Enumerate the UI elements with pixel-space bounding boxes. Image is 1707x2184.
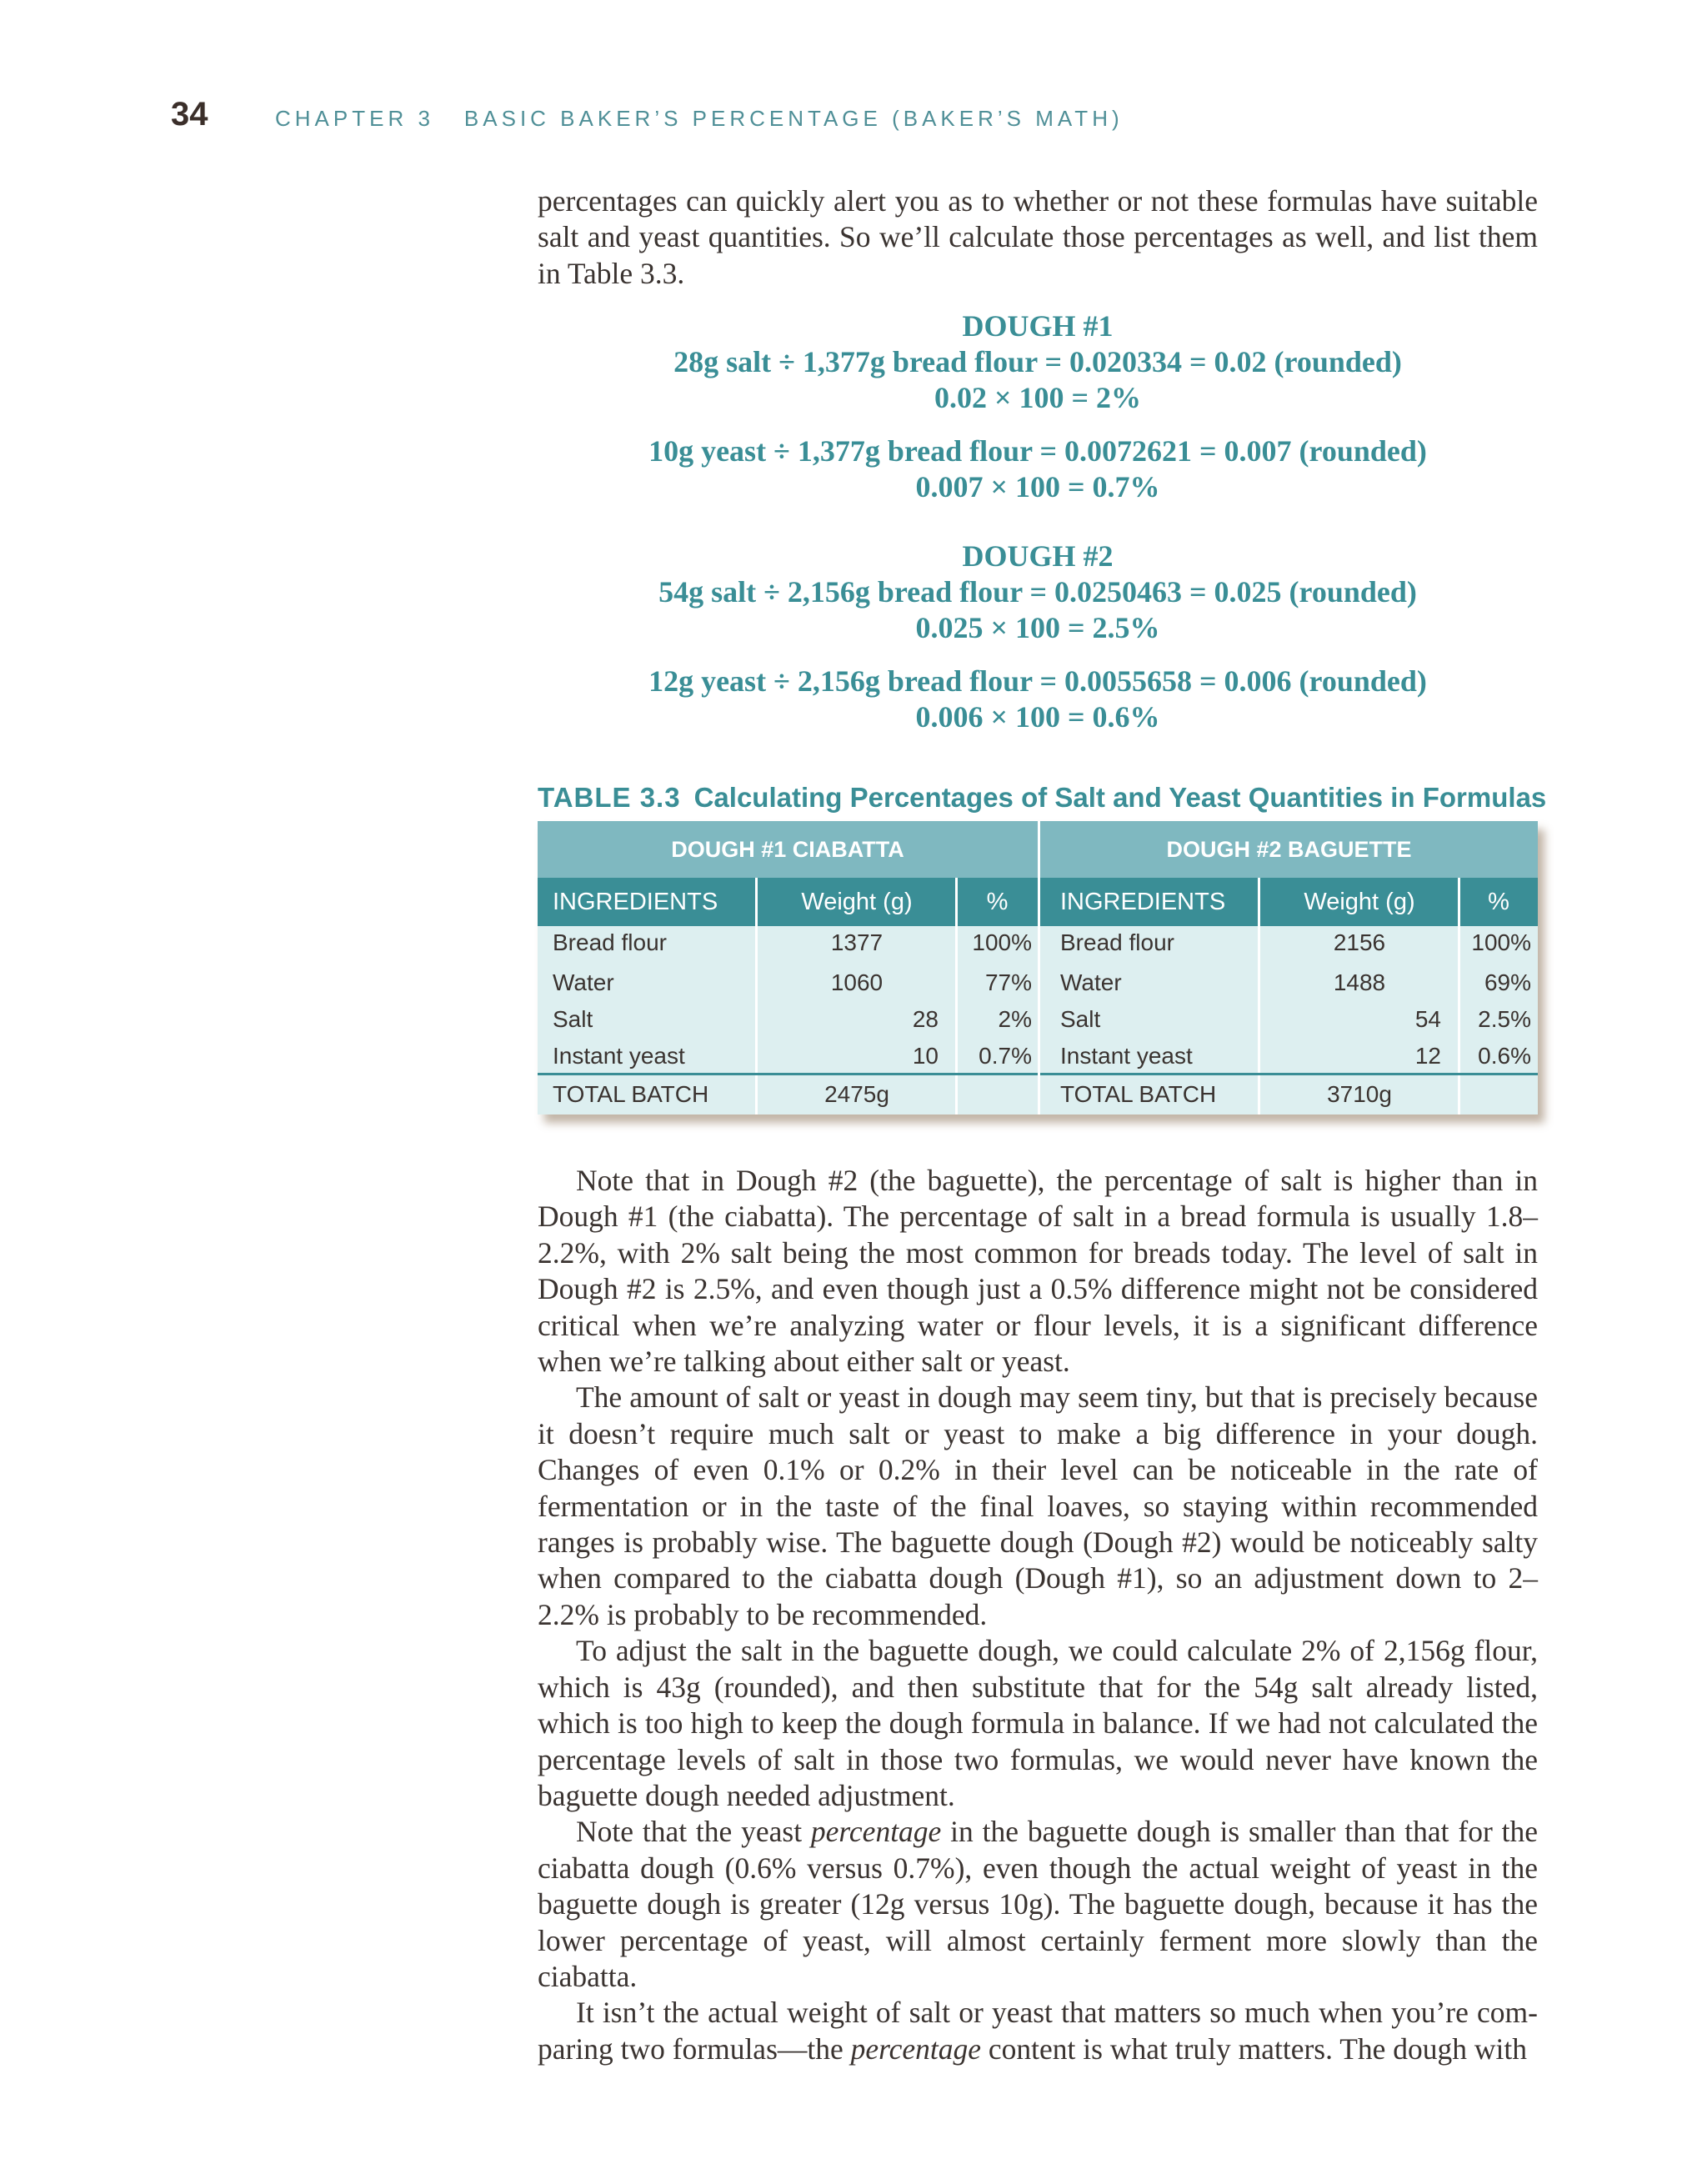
column-divider [1038,821,1040,1115]
total-label-dough1: TOTAL BATCH [553,1081,709,1107]
table-cell: 2.5% [1478,1006,1531,1032]
dough2-salt-line2: 0.025 × 100 = 2.5% [915,611,1160,644]
body-paragraph: To adjust the salt in the baguette dough, we could calculate 2% of 2,156g flour, which is 43g (rounded), and then substitute that for the 54g salt already listed, which is too high to keep the dough formula in balance. If we had not calculated the percentage levels of salt in those two formulas, we would never have known the baguette dough needed adjustment. [538,1634,1538,1812]
table-cell: 100% [972,929,1032,955]
dough1-salt-calc [538,308,1538,416]
dough2-salt-line1: 54g salt ÷ 2,156g bread flour = 0.0250463 = 0.025 (rounded) [658,575,1417,609]
body-paragraph [538,1814,1538,1995]
running-head [275,102,1124,135]
table-title: Calculating Percentages of Salt and Yeast Quantities in Formulas [693,782,1547,813]
body-paragraph: The amount of salt or yeast in dough may seem tiny, but that is precisely because it doesn’t require much salt or yeast to make a big difference in your dough. Changes of even 0.1% or 0.2% in their level can be noticeable in the rate of fermentation or in the taste of the final loaves, so staying within recommended ranges is probably wise. The baguette dough (Dough #2) would be noticeably salty when compared to the ciabatta dough (Dough #1), so an adjustment down to 2–2.2% is probably to be recommended. [538,1380,1538,1631]
intro-paragraph: percentages can quickly alert you as to whether or not these formulas have suitable salt and yeast quantities. So we’ll calculate those percentages as well, and list them in Table 3.3. [538,184,1538,290]
col-header-ingredients-2: INGREDIENTS [1040,878,1259,926]
body-text [538,1163,1538,2067]
body-paragraph: Note that in Dough #2 (the baguette), the percentage of salt is higher than in Dough #1 (the ciabatta). The percentage of salt in a bread formula is usually 1.8–2.2%, with 2% salt being the most common for breads today. The level of salt in Dough #2 is 2.5%, and even though just a 0.5% difference might not be considered critical when we’re analyzing water or flour levels, it is a significant difference when we’re talking about either salt or yeast. [538,1164,1538,1379]
emphasis: percentage [810,1815,942,1849]
chapter-title: BASIC BAKER’S PERCENTAGE (BAKER’S MATH) [463,106,1124,131]
table-cell: Instant yeast [553,1043,685,1069]
col-header-ingredients-1: INGREDIENTS [538,878,757,926]
table-cell: Water [1060,969,1122,995]
column-divider [1458,878,1460,1115]
dough2-yeast-calc [538,664,1538,735]
table-cell: 100% [1471,929,1531,955]
table-number: TABLE 3.3 [538,782,681,813]
table-cell: 1488 [1333,969,1386,995]
dough1-salt-line1: 28g salt ÷ 1,377g bread flour = 0.020334 = 0.02 (rounded) [673,345,1402,378]
table-cell: 2% [998,1006,1032,1032]
table-cell: Instant yeast [1060,1043,1193,1069]
text-run: It isn’t the actual weight of salt or yeast that matters so much when you’re com-paring two formulas—the [538,1996,1538,2066]
intro-section [538,183,1538,292]
dough2-yeast-line1: 12g yeast ÷ 2,156g bread flour = 0.0055658 = 0.006 (rounded) [648,664,1427,698]
table-cell: 54 [1414,1006,1441,1032]
emphasis: percentage [850,2031,982,2066]
col-header-pct-2: % [1459,878,1538,926]
dough2-yeast-line2: 0.006 × 100 = 0.6% [915,700,1160,734]
total-weight-dough2: 3710g [1327,1081,1392,1107]
dough1-yeast-line2: 0.007 × 100 = 0.7% [915,470,1160,503]
table-cell: 77% [984,969,1032,995]
table-cell: 10 [912,1043,939,1069]
body-paragraph [538,1995,1538,2067]
table-cell: Water [553,969,614,995]
table-cell: Bread flour [553,929,667,955]
chapter-label: CHAPTER 3 [275,106,434,131]
table-cell: 28 [912,1006,939,1032]
table-cell: Salt [553,1006,593,1032]
col-header-pct-1: % [957,878,1038,926]
table-cell: Bread flour [1060,929,1174,955]
column-divider [1258,878,1260,1115]
total-label-dough2: TOTAL BATCH [1060,1081,1217,1107]
total-divider [538,1073,1038,1075]
column-divider [955,878,958,1115]
dough1-salt-line2: 0.02 × 100 = 2% [934,381,1142,414]
text-run: Note that the yeast [576,1815,811,1849]
column-divider [755,878,758,1115]
table-cell: 0.7% [979,1043,1032,1069]
col-header-weight-2: Weight (g) [1259,878,1459,926]
col-header-weight-1: Weight (g) [757,878,957,926]
table-cell: 0.6% [1478,1043,1531,1069]
table-cell: 1060 [830,969,884,995]
ingredients-table [538,821,1538,1115]
page-number: 34 [171,96,208,133]
group-header-dough2: DOUGH #2 BAGUETTE [1040,821,1538,878]
dough1-yeast-calc [538,433,1538,505]
dough1-yeast-line1: 10g yeast ÷ 1,377g bread flour = 0.0072621 = 0.007 (rounded) [648,434,1427,468]
total-weight-dough1: 2475g [824,1081,889,1107]
table-caption [538,779,1547,816]
table-cell: 12 [1414,1043,1441,1069]
total-divider [1040,1073,1538,1075]
text-run: in the baguette dough is smaller than that for the ciabatta dough (0.6% versus 0.7%), even though the actual weight of yeast in the baguette dough is greater (12g versus 10g). The baguette dough, because it has the lower percentage of yeast, will almost certainly ferment more slowly than the ciabatta. [538,1815,1538,1993]
table-cell: Salt [1060,1006,1101,1032]
group-header-dough1: DOUGH #1 CIABATTA [538,821,1038,878]
table-cell: 1377 [830,929,884,955]
dough2-salt-calc [538,538,1538,646]
table-cell: 2156 [1333,929,1386,955]
text-run: content is what truly matters. The dough with [981,2031,1528,2066]
table-cell: 69% [1484,969,1531,995]
dough1-heading: DOUGH #1 [962,309,1114,343]
dough2-heading: DOUGH #2 [962,539,1114,573]
